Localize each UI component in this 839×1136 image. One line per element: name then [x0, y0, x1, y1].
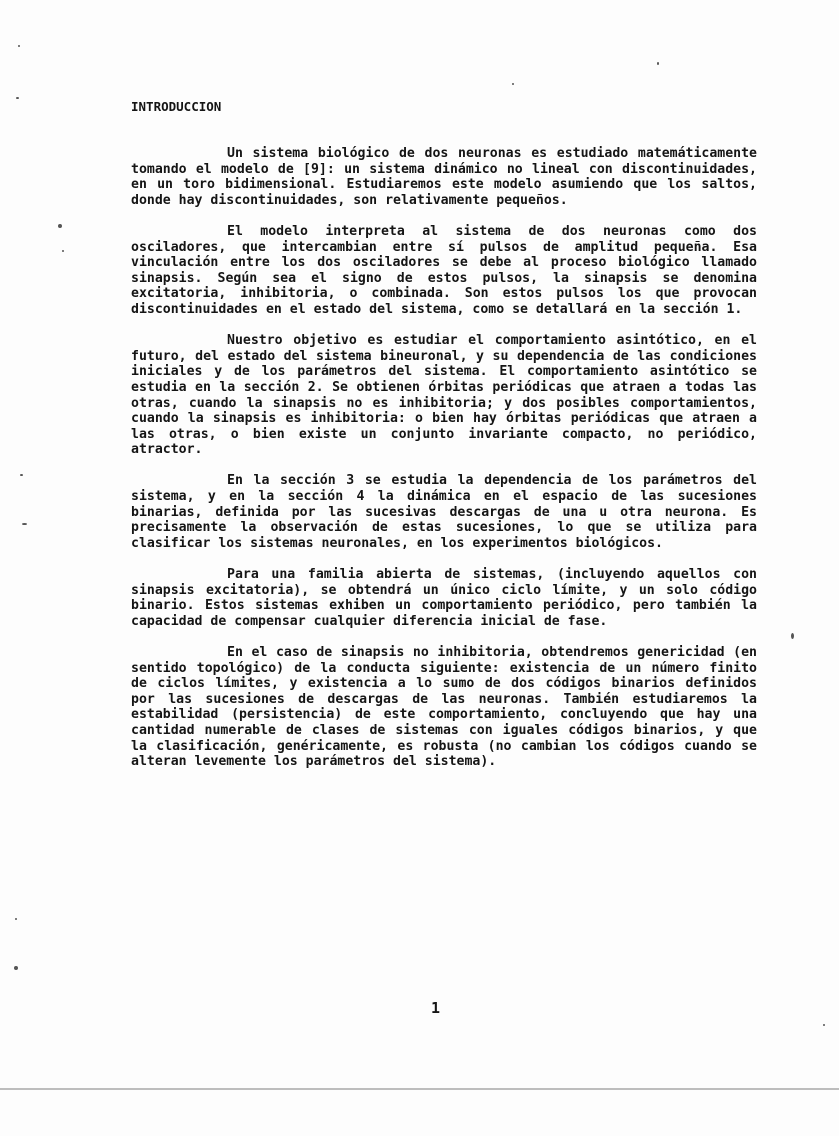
scan-speck [14, 966, 18, 970]
paragraph: Un sistema biológico de dos neuronas es estudiado matemáticamente tomando el modelo de [9]: un sistema dinámico no lineal con discontinuidades, en un toro bidimensional. Estudiaremos este modelo asumiendo que los saltos, donde hay discontinuidades, son relativamente pequeños. [131, 146, 757, 208]
section-heading: INTRODUCCION [131, 99, 222, 114]
paragraph: Para una familia abierta de sistemas, (incluyendo aquellos con sinapsis excitatoria), se obtendrá un único ciclo límite, y un solo código binario. Estos sistemas exhiben un comportamiento periódico, pero también la capacidad de compensar cualquier diferencia inicial de fase. [131, 567, 757, 629]
scan-speck [16, 97, 19, 99]
paragraph: En el caso de sinapsis no inhibitoria, obtendremos genericidad (en sentido topológico) de la conducta siguiente: existencia de un número finito de ciclos límites, y existencia a lo sumo de dos códigos binarios definidos por las sucesiones de descargas de las neuronas. También estudiaremos la estabilidad (persistencia) de este comportamiento, concluyendo que hay una cantidad numerable de clases de sistemas con iguales códigos binarios, y que la clasificación, genéricamente, es robusta (no cambian los códigos cuando se alteran levemente los parámetros del sistema). [131, 645, 757, 770]
scan-speck [15, 918, 17, 920]
page-number: 1 [430, 999, 441, 1017]
scan-speck [512, 83, 514, 85]
paragraph: En la sección 3 se estudia la dependencia de los parámetros del sistema, y en la sección 4 la dinámica en el espacio de las sucesiones binarias, definida por las sucesivas descargas de una u otra neurona. Es precisamente la observación de estas sucesiones, lo que se utiliza para clasificar los sistemas neuronales, en los experimentos biológicos. [131, 473, 757, 551]
scan-speck [823, 1024, 825, 1026]
paragraph: Nuestro objetivo es estudiar el comportamiento asintótico, en el futuro, del estado del sistema bineuronal, y su dependencia de las condiciones iniciales y de los parámetros del sistema. El comportamiento asintótico se estudia en la sección 2. Se obtienen órbitas periódicas que atraen a todas las otras, cuando la sinapsis no es inhibitoria; y dos posibles comportamientos, cuando la sinapsis es inhibitoria: o bien hay órbitas periódicas que atraen a las otras, o bien existe un conjunto invariante compacto, no periódico, atractor. [131, 333, 757, 458]
scan-edge-line [0, 1088, 839, 1090]
body-text [131, 146, 757, 785]
scan-speck [18, 45, 20, 47]
scan-speck [20, 474, 23, 476]
paragraph: El modelo interpreta al sistema de dos neuronas como dos osciladores, que intercambian entre sí pulsos de amplitud pequeña. Esa vinculación entre los dos osciladores se debe al proceso biológico llamado sinapsis. Según sea el signo de estos pulsos, la sinapsis se denomina excitatoria, inhibitoria, o combinada. Son estos pulsos los que provocan discontinuidades en el estado del sistema, como se detallará en la sección 1. [131, 223, 757, 317]
scan-speck [58, 224, 62, 228]
scan-speck [62, 250, 64, 252]
scan-speck [22, 523, 27, 525]
scan-speck [657, 62, 659, 65]
scan-speck [791, 633, 794, 639]
